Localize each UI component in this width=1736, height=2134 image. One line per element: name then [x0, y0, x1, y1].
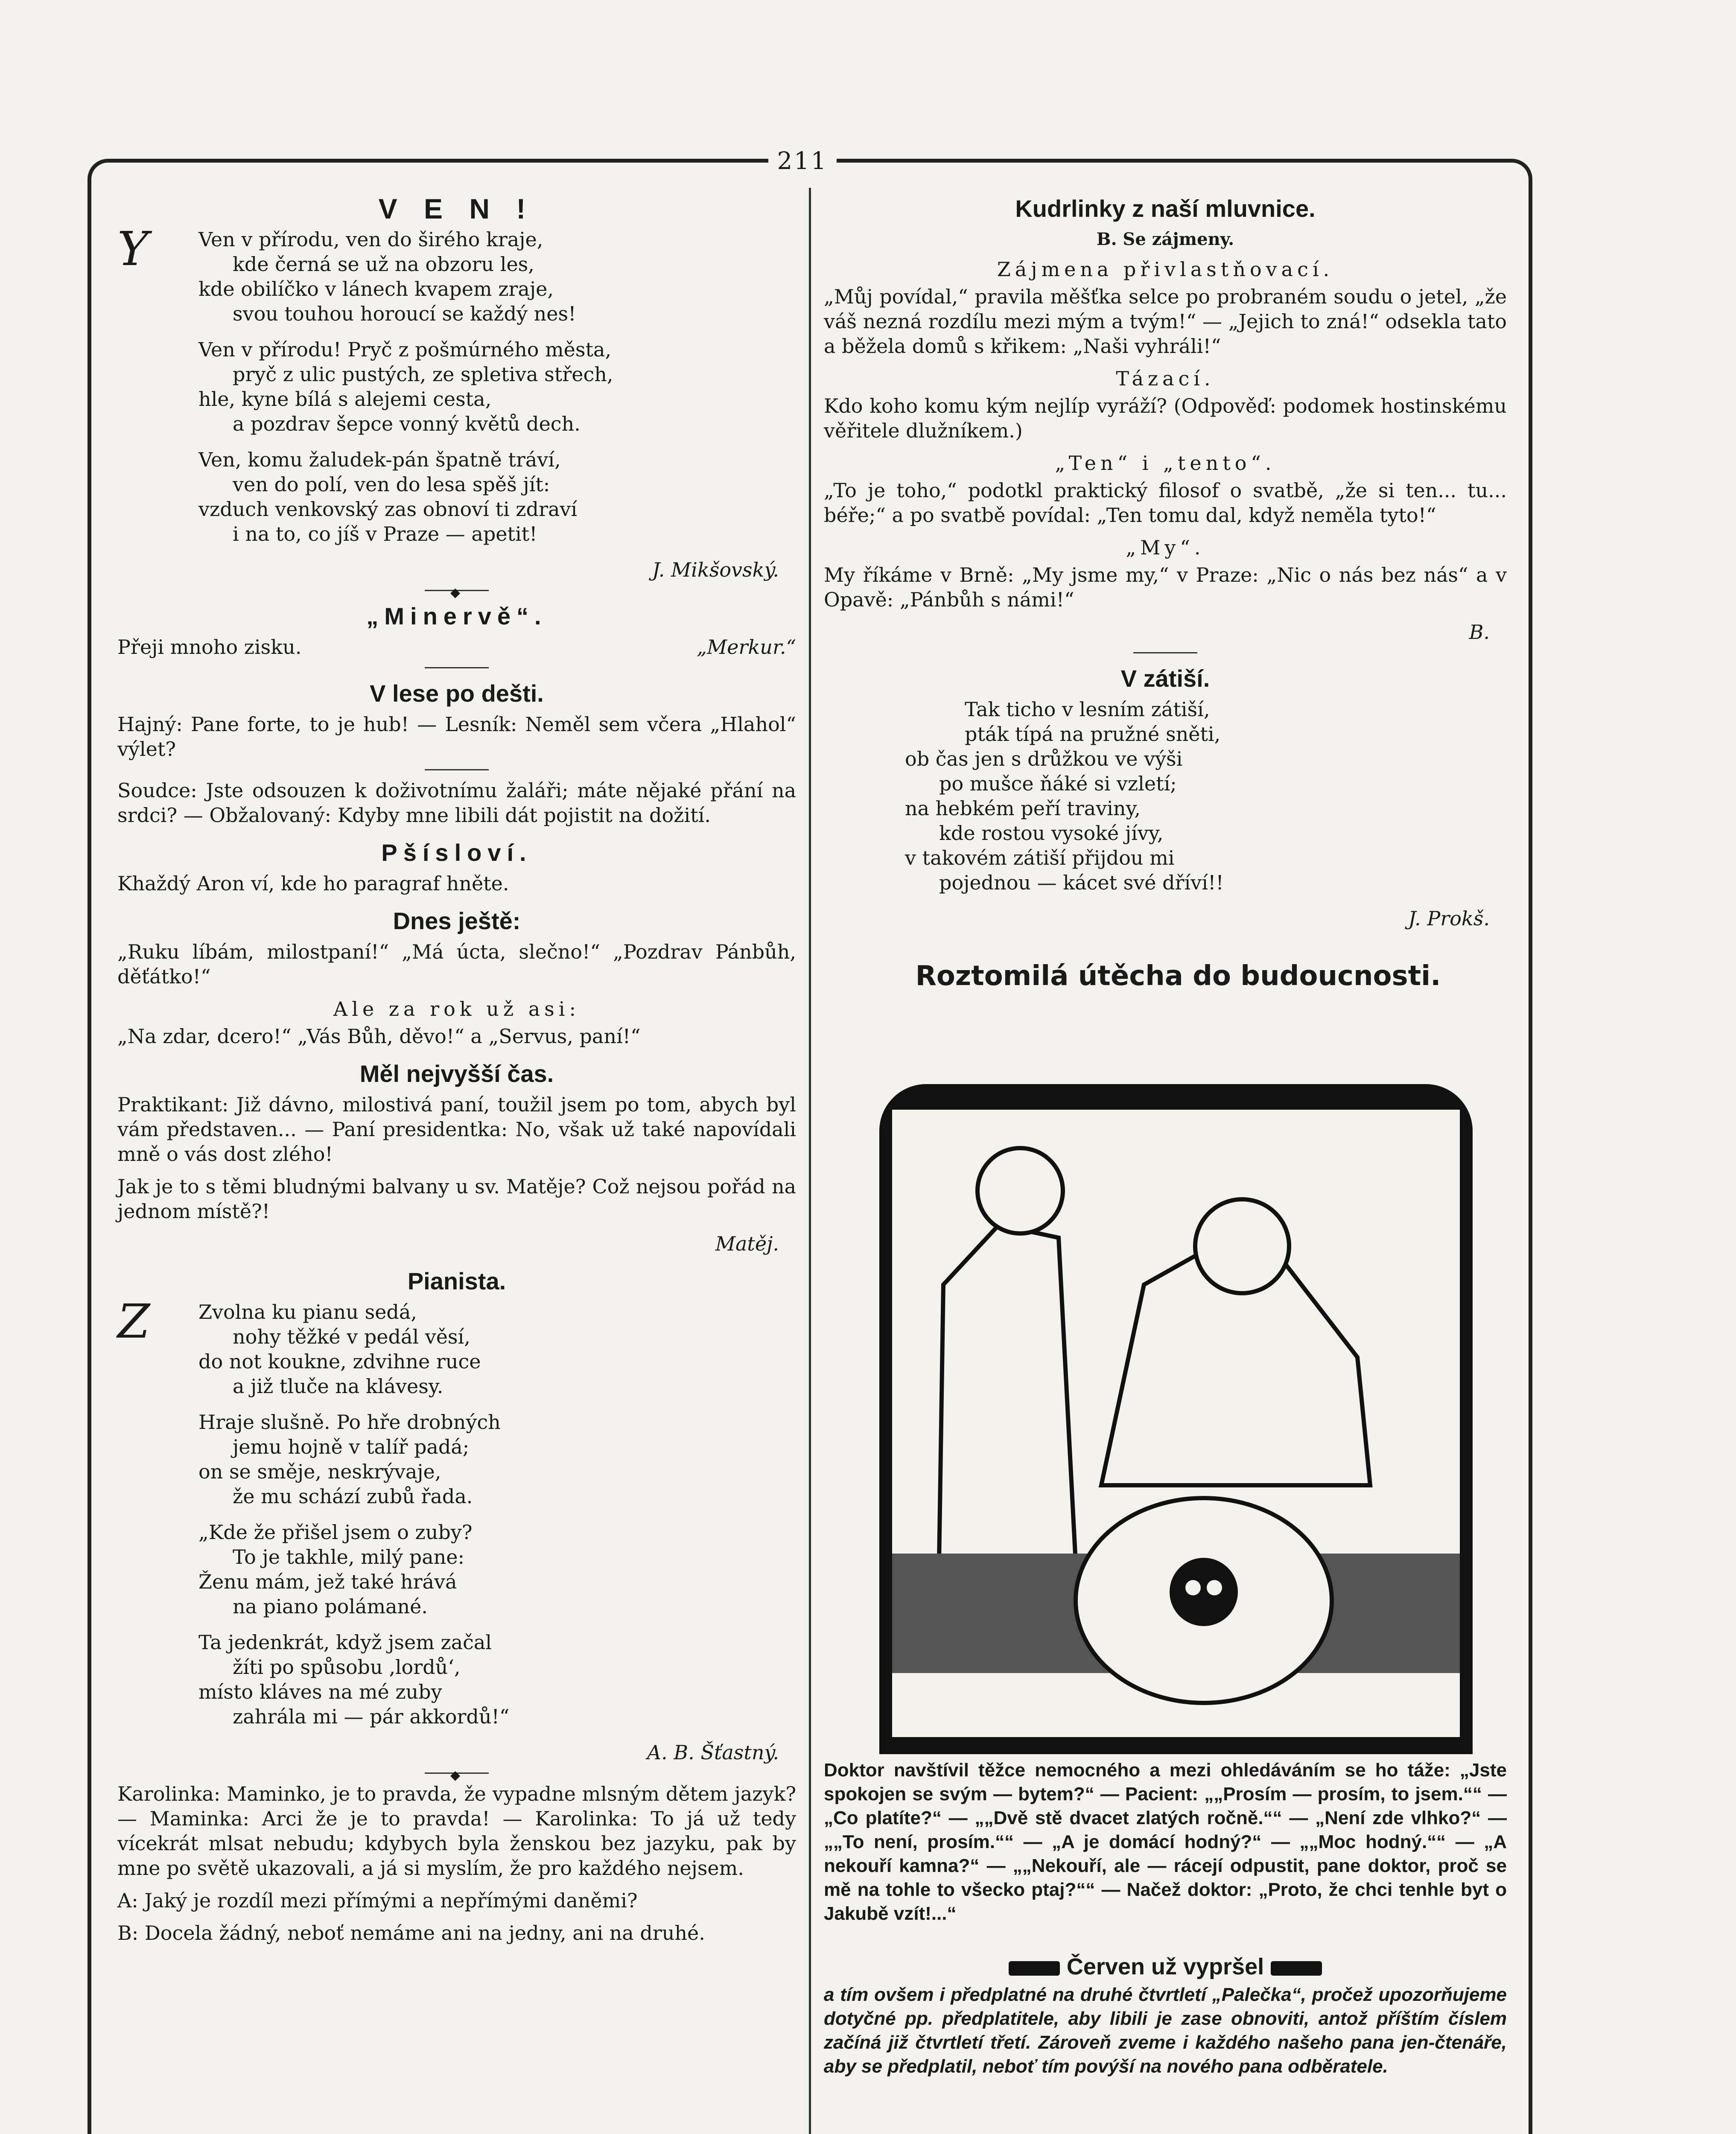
zatisi-title: V zátiší. [1120, 665, 1210, 692]
kudrlinky-p4: My říkáme v Brně: „My jsme my,“ v Praze: „Nic o nás bez nás“ a v Opavě: „Pánbůh s námi!“ [824, 563, 1507, 611]
notice-title: Červen už vypršel [824, 1955, 1507, 1979]
ven-stanza-3: Ven, komu žaludek-pán špatně tráví, ven do polí, ven do lesa spěš jít: vzduch venkovský zas obnoví ti zdraví i na to, co jíš v Praze — apetit! [198, 448, 578, 545]
pianista-stanza-2: Hraje slušně. Po hře drobných jemu hojně v talíř padá; on se směje, neskrývaje, že mu schází zubů řada. [198, 1411, 501, 1508]
kudrlinky-h2: Tázací. [1116, 367, 1215, 390]
pianista-author: A. B. Šťastný. [647, 1741, 779, 1764]
patient-head [1195, 1199, 1289, 1293]
dnes-line-2: „Na zdar, dcero!“ „Vás Bůh, děvo!“ a „Servus, paní!“ [117, 1025, 641, 1048]
doctor-head [977, 1148, 1063, 1233]
kudrlinky-p2: Kdo koho komu kým nejlíp vyráží? (Odpověď: podomek hostinskému věřitele dlužníkem.) [824, 394, 1507, 442]
kudrlinky-p1: „Můj povídal,“ pravila měšťka selce po probraném soudu o jetel, „že váš nezná rozdílu mezi mým a tvým!“ — „Jejich to zná!“ odsekla tato a běžela domů s křikem: „Naši vyhráli!“ [824, 285, 1507, 358]
dnes-line-1: „Ruku líbám, milostpaní!“ „Má úcta, slečno!“ „Pozdrav Pánbůh, děťátko!“ [117, 940, 796, 988]
pointing-hand-icon [1271, 1961, 1322, 1976]
soudce-text: Soudce: Jste odsouzen k doživotnímu žaláři; máte nějaké přání na srdci? — Obžalovaný: Kdyby mne libili dát pojistit na dožití. [117, 779, 796, 827]
minerve-title: „Minervě“. [366, 603, 547, 630]
doctor-figure [939, 1225, 1076, 1562]
pianista-stanza-1: Z Zvolna ku pianu sedá, nohy těžké v pedál věsí, do not koukne, zdvihne ruce a již tluče na klávesy. [117, 1294, 481, 1398]
matej-text: Jak je to s těmi bludnými balvany u sv. Matěje? Což nejsou pořád na jednom místě?! [117, 1175, 796, 1223]
page-number: 211 [768, 147, 837, 175]
kudrlinky-sub: B. Se zájmeny. [1096, 229, 1234, 249]
divider [425, 590, 489, 591]
divider [425, 667, 489, 668]
kudrlinky-title: Kudrlinky z naší mluvnice. [1015, 195, 1316, 222]
minerve-author: „Merkur.“ [697, 636, 796, 659]
ven-author: J. Mikšovský. [652, 558, 779, 581]
dnes-mid: Ale za rok už asi: [333, 997, 580, 1020]
kudrlinky-h1: Zájmena přivlastňovací. [997, 258, 1334, 281]
minerve-text: Přeji mnoho zisku. [117, 636, 302, 659]
ven-stanza-1: Y Ven v přírodu, ven do širého kraje, kde černá se už na obzoru les, kde obilíčko v lánech kvapem zraje, svou touhou horoucí se každý nes! [117, 222, 576, 325]
kudrlinky-sig: B. [1469, 621, 1490, 644]
mel-text: Praktikant: Již dávno, milostivá paní, toužil jsem po tom, abych byl vám představen... — Paní presidentka: No, však už také napovídali mně o vás dost zlého! [117, 1093, 796, 1166]
pianista-stanza-4: Ta jedenkrát, když jsem začal žíti po spůsobu ‚lordů‘, místo kláves na mé zuby zahrála mi — pár akkordů!“ [198, 1631, 510, 1728]
divider [425, 1773, 489, 1774]
dnes-title: Dnes ještě: [393, 907, 521, 934]
mel-title: Měl nejvyšší čas. [359, 1060, 554, 1087]
subscription-notice [824, 1955, 1507, 2079]
matej-author: Matěj. [715, 1232, 779, 1255]
kudrlinky-h3: „Ten“ i „tento“. [1055, 452, 1276, 475]
dropcap: Z [117, 1294, 150, 1349]
pointing-hand-icon [1009, 1961, 1060, 1976]
divider [1133, 652, 1197, 653]
zatisi-author: J. Prokš. [1408, 907, 1490, 930]
notice-text: a tím ovšem i předplatné na druhé čtvrtletí „Palečka“, pročež upozorňujeme dotyčné pp. předplatitele, aby libili je zase obnoviti, antož příštím číslem začíná již čtvrtletí třetí. Zároveň zveme i každého našeho pana jen-čtenáře, aby se předplatil, neboť tím povýší na nového pana odběratele. [824, 1984, 1507, 2077]
right-column [824, 184, 1507, 931]
pianista-title: Pianista. [407, 1268, 506, 1294]
lese-text: Hajný: Pane forte, to je hub! — Lesník: Neměl sem včera „Hlahol“ výlet? [117, 713, 796, 761]
kudrlinky-h4: „My“. [1126, 536, 1205, 559]
dane-b: B: Docela žádný, neboť nemáme ani na jedny, ani na druhé. [117, 1921, 705, 1945]
karolinka-text: Karolinka: Maminko, je to pravda, že vypadne mlsným dětem jazyk? — Maminka: Arci že je to pravda! — Karolinka: To já už tedy vícekrát mlsat nebudu; kdybych byla ženskou bez jazyku, pak by mne po světě ukazovali, a já si myslím, že pro každého nejsem. [117, 1782, 796, 1880]
minerve-row [117, 635, 796, 659]
zatisi-poem: Tak ticho v lesním zátiší, pták típá na pružné sněti, ob čas jen s drůžkou ve výši po mušce ňáké si vzletí; na hebkém peří traviny, kde rostou vysoké jívy, v takovém zátiší přijdou mi pojednou — kácet své dříví!! [905, 698, 1224, 894]
pslovi-title: Pšísloví. [381, 839, 532, 866]
pianista-stanza-3: „Kde že přišel jsem o zuby? To je takhle, milý pane: Ženu mám, jež také hrává na piano polámané. [198, 1521, 473, 1618]
dropcap: Y [117, 222, 149, 276]
kudrlinky-p3: „To je toho,“ podotkl praktický filosof o svatbě, „že si ten... tu... béře;“ a po svatbě povídal: „Ten tomu dal, když neměla tyto!“ [824, 479, 1507, 527]
lese-title: V lese po dešti. [370, 680, 544, 707]
column-divider [809, 188, 811, 2134]
left-column [117, 184, 796, 1953]
dane-a: A: Jaký je rozdíl mezi přímými a nepřímými daněmi? [117, 1889, 638, 1912]
doctor-patient-illustration [879, 1084, 1473, 1754]
cartoon-illustration [879, 1084, 1473, 1754]
divider [425, 769, 489, 770]
cartoon-caption: Doktor navštívil těžce nemocného a mezi ohledáváním se ho táže: „Jste spokojen se svým — bytem?“ — Pacient: „„Prosím — prosím, to jsem.““ — „Co platíte?“ — „„Dvě stě dvacet zlatých ročně.““ — „Není zde vlhko?“ — „„To není, prosím.““ — „A je domácí hodný?“ — „„Moc hodný.““ — „A nekouří kamna?“ — „„Nekouří, ale — rácejí odpustit, pane doktor, proč se mě na tohle to všecko ptaj?““ — Načež doktor: „Proto, že chci tenhle byt o Jakubě vzít!...“ [824, 1760, 1507, 1924]
pslovi-text: Khaždý Aron ví, kde ho paragraf hněte. [117, 872, 509, 895]
ven-title: V E N ! [378, 193, 535, 224]
ven-stanza-2: Ven v přírodu! Pryč z pošmúrného města, pryč z ulic pustých, ze spletiva střech, hle, kyne bílá s alejemi cesta, a pozdrav šepce vonný květů dech. [198, 338, 613, 435]
skull-icon [1170, 1558, 1238, 1626]
cartoon-title: Roztomilá útěcha do budoucnosti. [915, 960, 1441, 992]
